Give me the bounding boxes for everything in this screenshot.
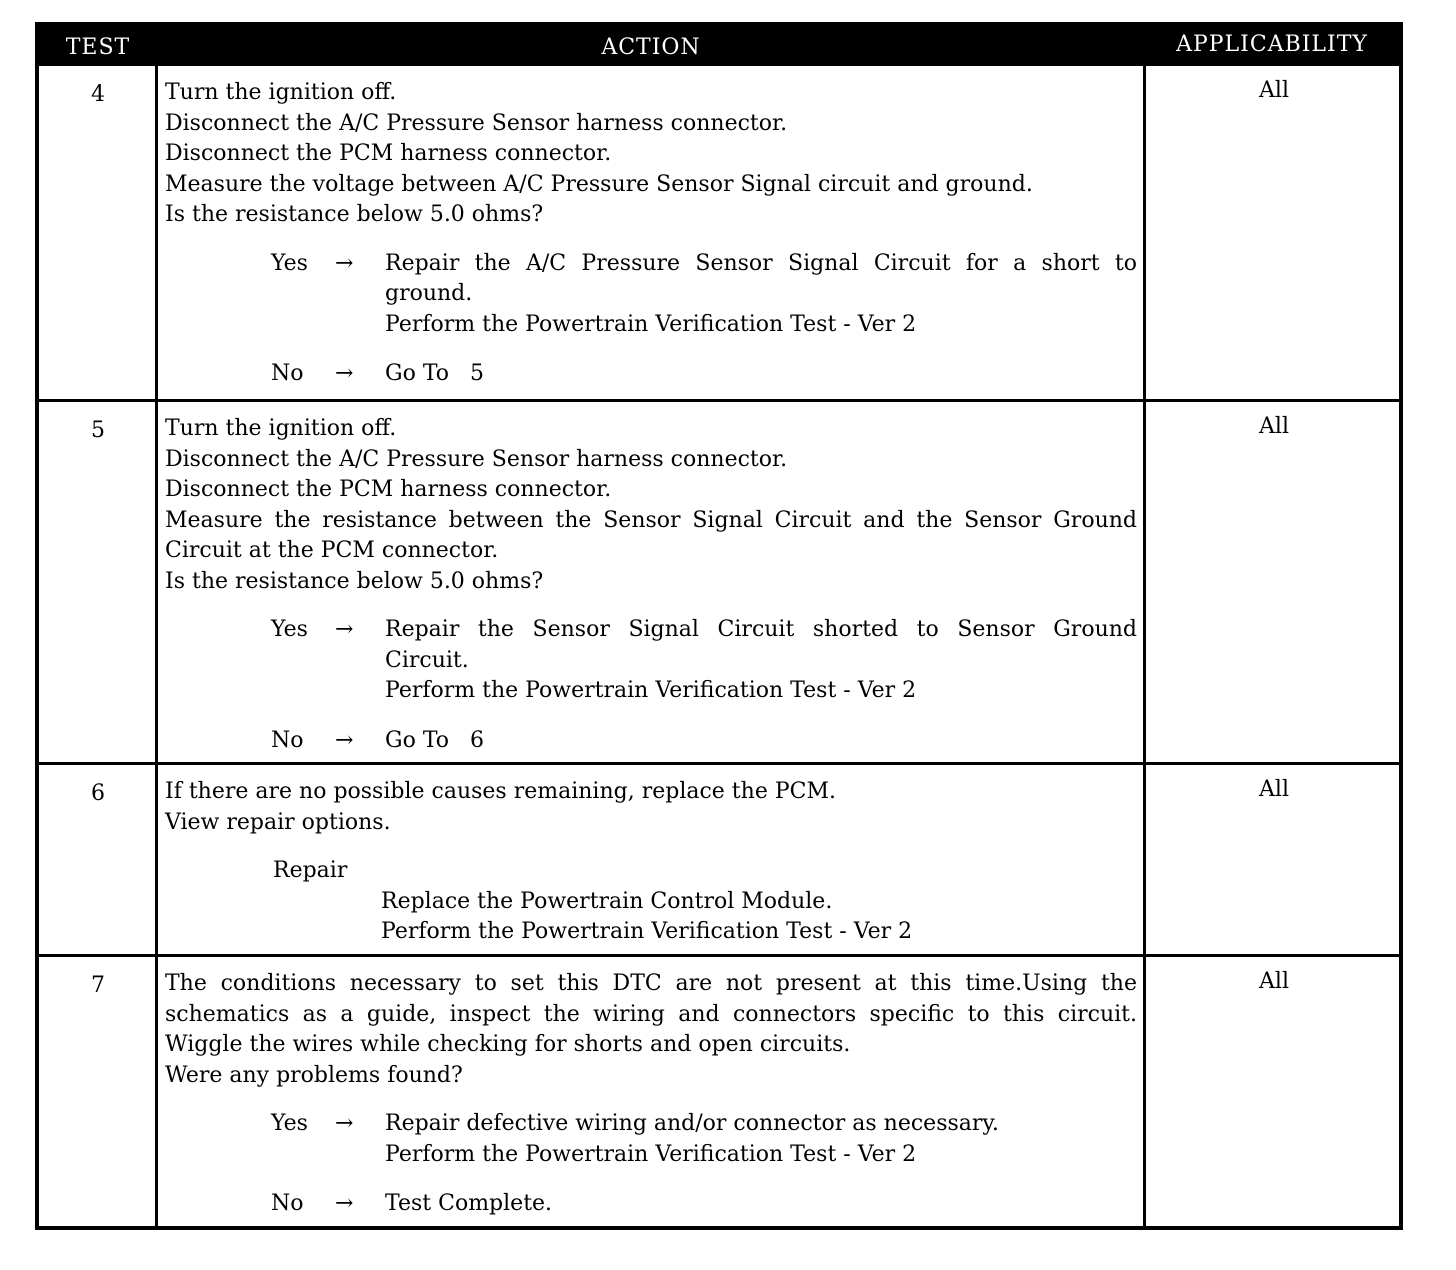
yes-line: Perform the Powertrain Verification Test - Ver 2 (385, 1141, 917, 1167)
no-response (165, 359, 1137, 390)
action-line: Turn the ignition off. (165, 416, 397, 441)
yes-line: Repair the Sensor Signal Circuit shorted to Sensor Ground (385, 617, 1137, 642)
action-line: Measure the voltage between A/C Pressure Sensor Signal circuit and ground. (165, 171, 1033, 197)
no-label: No (271, 727, 304, 753)
responses (165, 249, 1137, 390)
test-number: 4 (91, 82, 105, 107)
header-applicability: APPLICABILITY (1176, 32, 1368, 57)
arrow-icon: → (335, 727, 354, 753)
responses (165, 1109, 1137, 1220)
applicability-value: All (1259, 777, 1289, 802)
action-line: Disconnect the PCM harness connector. (165, 141, 612, 166)
yes-response (165, 615, 1137, 707)
applicability-value: All (1259, 414, 1289, 439)
action-cell (165, 777, 1137, 948)
yes-label: Yes (271, 1111, 308, 1136)
yes-line: Perform the Powertrain Verification Test - Ver 2 (385, 678, 917, 703)
yes-line: Repair the A/C Pressure Sensor Signal Circuit for a short to (385, 250, 1137, 276)
test-number: 5 (91, 418, 105, 443)
applicability-value: All (1259, 78, 1289, 103)
yes-line: ground. (385, 281, 473, 306)
yes-line: Perform the Powertrain Verification Test - Ver 2 (385, 311, 917, 337)
table-row-test-6 (39, 762, 1399, 954)
repair-options (165, 856, 1137, 948)
test-number: 6 (91, 781, 105, 806)
arrow-icon: → (335, 617, 354, 642)
no-label: No (271, 361, 304, 386)
yes-line: Repair defective wiring and/or connector as necessary. (385, 1111, 999, 1136)
applicability-value: All (1259, 969, 1289, 994)
action-line: View repair options. (165, 809, 391, 835)
no-text: Go To 5 (385, 361, 484, 386)
action-line: Measure the resistance between the Sensor Signal Circuit and the Sensor Ground (165, 507, 1137, 533)
action-cell (165, 969, 1137, 1220)
arrow-icon: → (335, 1191, 354, 1216)
header-test: TEST (65, 35, 131, 60)
action-line: Were any problems found? (165, 1062, 463, 1088)
no-label: No (271, 1191, 304, 1216)
yes-response (165, 249, 1137, 341)
table-row-test-4 (39, 66, 1399, 399)
repair-line: Replace the Powertrain Control Module. (381, 888, 833, 914)
action-line: Wiggle the wires while checking for shorts and open circuits. (165, 1032, 851, 1057)
yes-label: Yes (271, 250, 308, 276)
no-response (165, 726, 1137, 757)
action-line: Turn the ignition off. (165, 80, 397, 105)
action-line: Circuit at the PCM connector. (165, 538, 499, 563)
action-line: Is the resistance below 5.0 ohms? (165, 202, 544, 227)
action-line: schematics as a guide, inspect the wiring and connectors specific to this circuit. (165, 1001, 1137, 1027)
no-response (165, 1189, 1137, 1220)
repair-label: Repair (273, 858, 348, 883)
no-text: Go To 6 (385, 727, 484, 753)
repair-line: Perform the Powertrain Verification Test - Ver 2 (381, 919, 913, 944)
arrow-icon: → (335, 361, 354, 386)
action-line: Disconnect the A/C Pressure Sensor harness connector. (165, 446, 788, 472)
action-cell (165, 78, 1137, 390)
test-number: 7 (91, 973, 105, 998)
action-cell (165, 414, 1137, 756)
yes-response (165, 1109, 1137, 1170)
action-line: Is the resistance below 5.0 ohms? (165, 568, 544, 594)
yes-label: Yes (271, 617, 308, 642)
arrow-icon: → (335, 1111, 354, 1136)
diagnostic-test-table (35, 22, 1403, 1230)
action-line: The conditions necessary to set this DTC are not present at this time.Using the (165, 971, 1137, 996)
table-row-test-5 (39, 399, 1399, 762)
table-row-test-7 (39, 954, 1399, 1226)
action-line: Disconnect the PCM harness connector. (165, 477, 612, 502)
arrow-icon: → (335, 250, 354, 276)
table-header (39, 26, 1399, 66)
action-line: If there are no possible causes remaining, replace the PCM. (165, 779, 836, 804)
yes-line: Circuit. (385, 647, 469, 673)
header-action: ACTION (601, 35, 701, 60)
no-text: Test Complete. (385, 1191, 553, 1216)
action-line: Disconnect the A/C Pressure Sensor harness connector. (165, 110, 788, 136)
responses (165, 615, 1137, 756)
